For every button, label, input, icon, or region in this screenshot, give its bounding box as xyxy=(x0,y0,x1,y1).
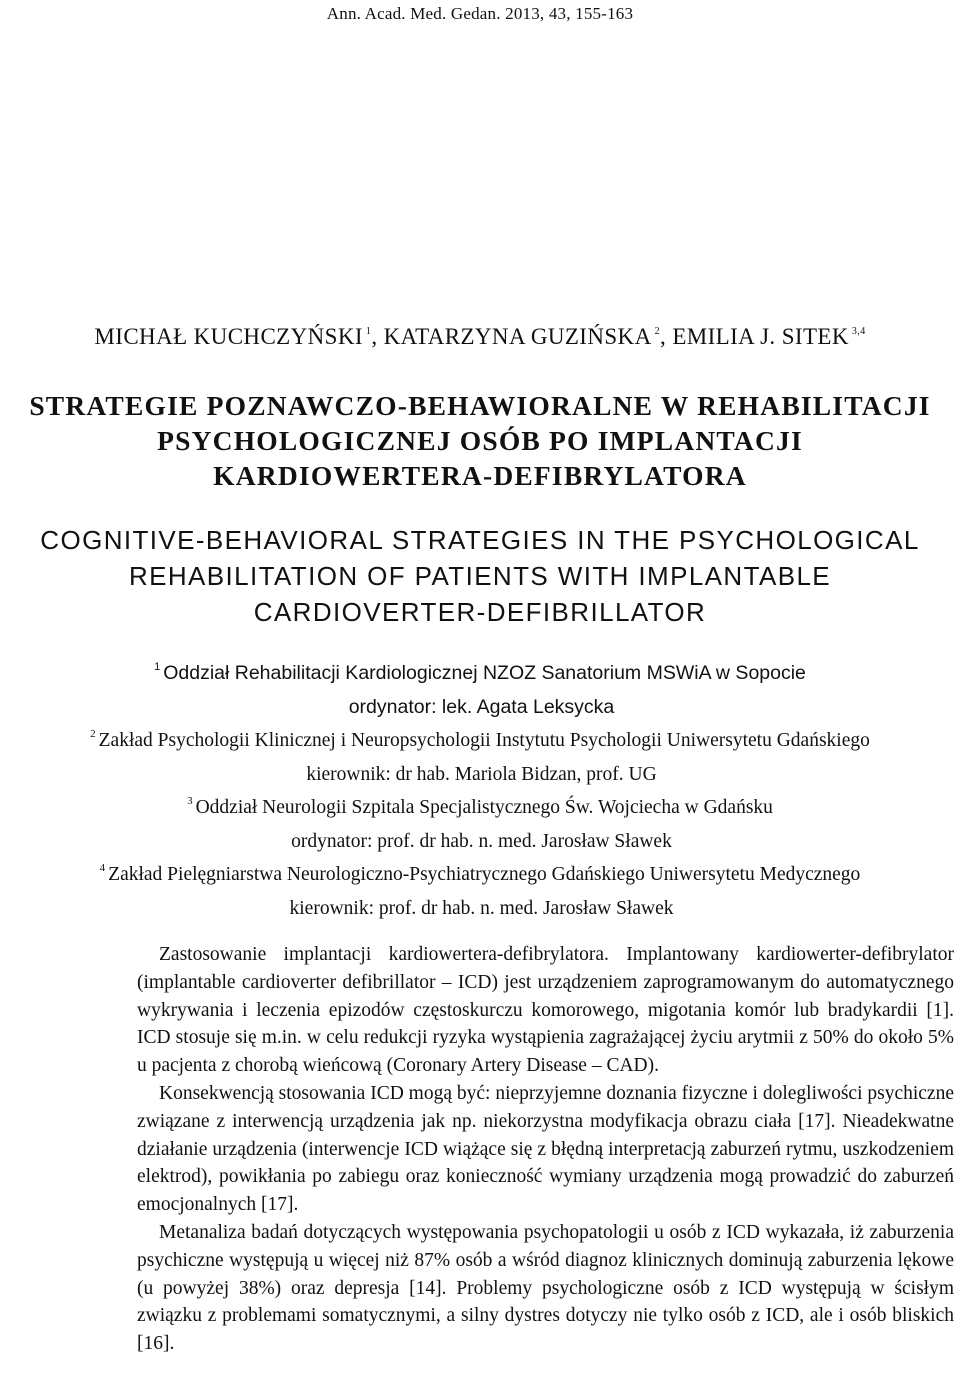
title-english-line: CARDIOVERTER-DEFIBRILLATOR xyxy=(253,597,707,627)
article-body xyxy=(137,941,954,1358)
title-polish-line: KARDIOWERTERA-DEFIBRYLATORA xyxy=(213,460,747,491)
journal-reference: Ann. Acad. Med. Gedan. 2013, 43, 155-163 xyxy=(326,4,634,23)
affiliation-text: Zakład Pielęgniarstwa Neurologiczno-Psychiatrycznego Gdańskiego Uniwersytetu Medycznego xyxy=(108,864,861,885)
affiliation-line xyxy=(0,721,960,755)
affiliation-line xyxy=(0,654,960,688)
author-affiliation-number: 1 xyxy=(365,326,372,337)
affiliation-number: 3 xyxy=(187,795,193,807)
title-polish xyxy=(0,388,960,493)
affiliation-line xyxy=(0,788,960,822)
affiliation-line xyxy=(0,755,960,789)
author-affiliation-number: 3,4 xyxy=(851,326,866,337)
author-separator: , xyxy=(371,324,384,349)
title-english-line: COGNITIVE-BEHAVIORAL STRATEGIES IN THE PSYCHOLOGICAL xyxy=(40,525,920,555)
affiliation-text: ordynator: prof. dr hab. n. med. Jarosław Sławek xyxy=(291,830,672,852)
body-paragraph: Zastosowanie implantacji kardiowertera-defibrylatora. Implantowany kardiowerter-defibrylator (implantable cardioverter defibrillator – ICD) jest urządzeniem zaprogramowanym do automatycznego wykrywania i leczenia epizodów częstoskurczu komorowego, migotania komór lub bradykardii [1]. ICD stosuje się m.in. w celu redukcji ryzyka wystąpienia zagrażającej życiu arytmii z 50% do około 5% u pacjenta z chorobą wieńcową (Coronary Artery Disease – CAD). xyxy=(137,944,954,1077)
body-paragraph: Metanaliza badań dotyczących występowania psychopatologii u osób z ICD wykazała, iż zaburzenia psychiczne występują u więcej niż 87% osób a wśród diagnoz klinicznych dominują zaburzenia lękowe (u powyżej 38%) oraz depresja [14]. Problemy psychologiczne osób z ICD występują w ścisłym związku z problemami somatycznymi, a silny dystres dotyczy nie tylko osób z ICD, ale i osób bliskich [16]. xyxy=(137,1221,954,1355)
affiliation-number: 2 xyxy=(90,728,96,740)
author-name: MICHAŁ KUCHCZYŃSKI xyxy=(94,324,363,349)
affiliation-line xyxy=(0,822,960,856)
title-polish-line: STRATEGIE POZNAWCZO-BEHAWIORALNE W REHABILITACJI xyxy=(29,390,931,421)
author-name: EMILIA J. SITEK xyxy=(672,324,849,349)
affiliation-text: Zakład Psychologii Klinicznej i Neuropsychologii Instytutu Psychologii Uniwersytetu Gdańskiego xyxy=(98,730,870,751)
author-name: KATARZYNA GUZIŃSKA xyxy=(383,324,652,349)
title-polish-line: PSYCHOLOGICZNEJ OSÓB PO IMPLANTACJI xyxy=(157,425,803,456)
affiliation-text: kierownik: dr hab. Mariola Bidzan, prof. UG xyxy=(306,763,657,785)
affiliation-line xyxy=(0,855,960,889)
affiliation-text: ordynator: lek. Agata Leksycka xyxy=(348,695,615,718)
affiliations xyxy=(0,654,960,922)
author-affiliation-number: 2 xyxy=(654,326,660,337)
affiliation-line xyxy=(0,889,960,923)
title-english-line: REHABILITATION OF PATIENTS WITH IMPLANTABLE xyxy=(128,561,832,591)
author-separator: , xyxy=(660,324,673,349)
affiliation-text: Oddział Neurologii Szpitala Specjalistycznego Św. Wojciecha w Gdańsku xyxy=(195,797,773,818)
affiliation-text: Oddział Rehabilitacji Kardiologicznej NZOZ Sanatorium MSWiA w Sopocie xyxy=(163,662,806,684)
title-english xyxy=(0,522,960,630)
affiliation-line xyxy=(0,688,960,722)
body-paragraph: Konsekwencją stosowania ICD mogą być: nieprzyjemne doznania fizyczne i dolegliwości psychiczne związane z interwencją urządzenia jak np. niekorzystna modyfikacja obrazu ciała [17]. Nieadekwatne działanie urządzenia (interwencje ICD wiążące się z błędną interpretacją zaburzeń rytmu, uszkodzeniem elektrod), powikłania po zabiegu oraz konieczność wymiany urządzenia mogą prowadzić do zaburzeń emocjonalnych [17]. xyxy=(137,1082,954,1216)
affiliation-number: 4 xyxy=(99,862,106,874)
author-list xyxy=(0,324,960,350)
affiliation-number: 1 xyxy=(154,661,161,673)
affiliation-text: kierownik: prof. dr hab. n. med. Jarosław Sławek xyxy=(289,897,674,919)
